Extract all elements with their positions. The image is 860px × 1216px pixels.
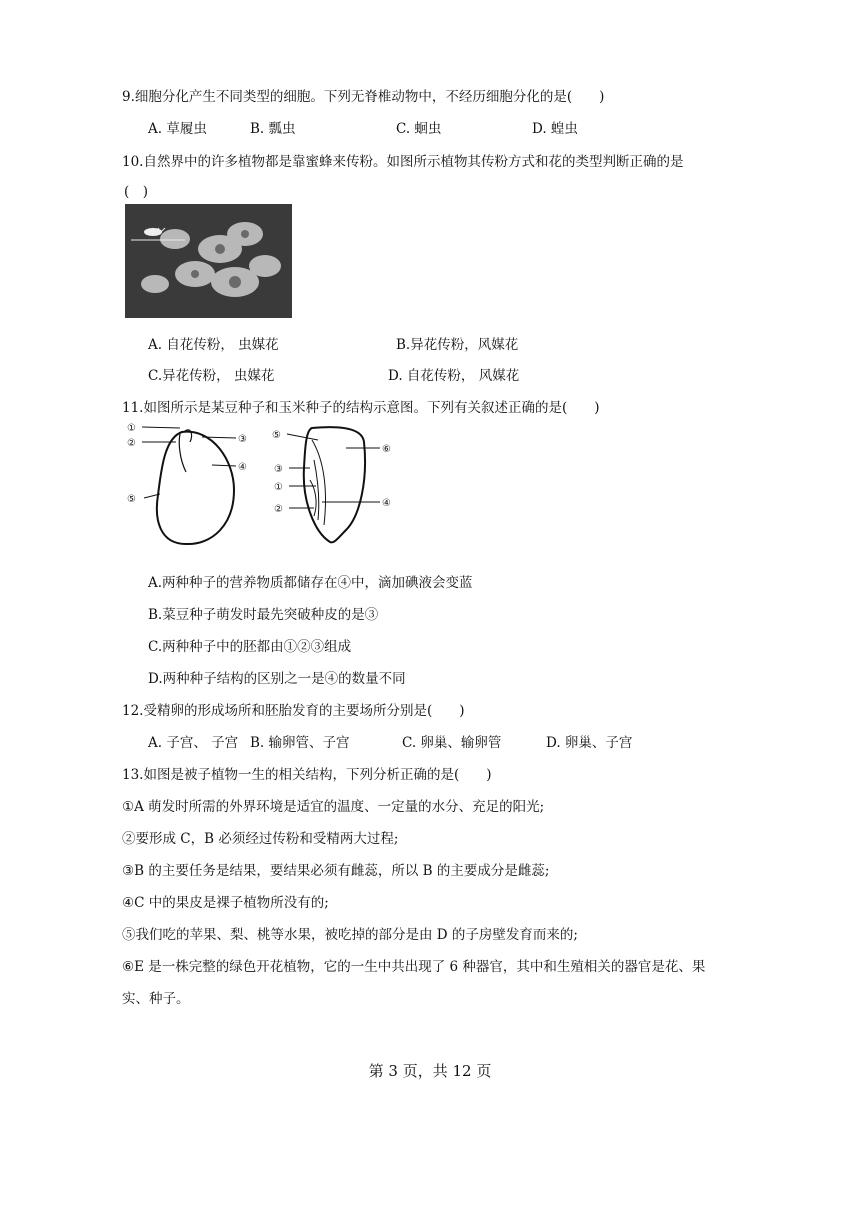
bean-label-1: ① bbox=[127, 423, 136, 434]
q10-option-b: B.异花传粉，风媒花 bbox=[396, 337, 519, 353]
q11-option-c: C.两种种子中的胚都由①②③组成 bbox=[148, 639, 352, 655]
q13-statement-3: ③B 的主要任务是结果，要结果必须有雌蕊，所以 B 的主要成分是雌蕊; bbox=[122, 863, 550, 879]
q12-option-d: D. 卵巢、子宫 bbox=[546, 735, 633, 751]
q12-option-a: A. 子宫、 子宫 bbox=[148, 735, 239, 751]
q11-option-d: D.两种种子结构的区别之一是④的数量不同 bbox=[148, 671, 406, 687]
q9-stem: 9.细胞分化产生不同类型的细胞。下列无脊椎动物中，不经历细胞分化的是( ) bbox=[122, 89, 605, 105]
q13-statement-4: ④C 中的果皮是裸子植物所没有的; bbox=[122, 895, 329, 911]
corn-label-2: ② bbox=[274, 504, 283, 515]
q10-option-a: A. 自花传粉， 虫媒花 bbox=[148, 337, 279, 353]
bean-label-5: ⑤ bbox=[127, 494, 136, 505]
q13-statement-1: ①A 萌发时所需的外界环境是适宜的温度、一定量的水分、充足的阳光; bbox=[122, 799, 545, 815]
bean-label-2: ② bbox=[127, 438, 136, 449]
bee-flower-photo bbox=[125, 204, 292, 318]
corn-label-1: ① bbox=[274, 482, 283, 493]
page-footer: 第 3 页，共 12 页 bbox=[368, 1062, 492, 1080]
corn-label-5: ⑤ bbox=[272, 430, 281, 441]
corn-label-4: ④ bbox=[382, 498, 391, 509]
q12-option-b: B. 输卵管、子宫 bbox=[250, 735, 350, 751]
corn-label-6: ⑥ bbox=[382, 444, 391, 455]
corn-seed bbox=[304, 427, 365, 542]
q9-option-d: D. 蝗虫 bbox=[532, 121, 578, 137]
q12-option-c: C. 卵巢、输卵管 bbox=[402, 735, 502, 751]
q11-stem: 11.如图所示是某豆种子和玉米种子的结构示意图。下列有关叙述正确的是( ) bbox=[122, 400, 600, 416]
q13-statement-5: ⑤我们吃的苹果、梨、桃等水果，被吃掉的部分是由 D 的子房壁发育而来的; bbox=[122, 927, 578, 943]
q12-stem: 12.受精卵的形成场所和胚胎发育的主要场所分别是( ) bbox=[122, 703, 465, 719]
bean-seed bbox=[157, 430, 234, 544]
bean-label-4: ④ bbox=[238, 462, 247, 473]
q10-stem: 10.自然界中的许多植物都是靠蜜蜂来传粉。如图所示植物其传粉方式和花的类型判断正确的是 bbox=[122, 154, 684, 170]
seed-structure-diagram bbox=[124, 420, 414, 550]
q11-option-a: A.两种种子的营养物质都储存在④中，滴加碘液会变蓝 bbox=[148, 575, 473, 591]
q11-option-b: B.菜豆种子萌发时最先突破种皮的是③ bbox=[148, 607, 379, 623]
q13-statement-2: ②要形成 C，B 必须经过传粉和受精两大过程; bbox=[122, 831, 399, 847]
q9-option-a: A. 草履虫 bbox=[148, 121, 207, 137]
q13-statement-6: ⑥E 是一株完整的绿色开花植物，它的一生中共出现了 6 种器官，其中和生殖相关的器官是花、果 bbox=[122, 959, 706, 975]
q13-statement-6-cont: 实、种子。 bbox=[122, 991, 190, 1007]
q9-option-c: C. 蛔虫 bbox=[396, 121, 442, 137]
q10-option-d: D. 自花传粉， 风媒花 bbox=[388, 368, 520, 384]
q9-option-b: B. 瓢虫 bbox=[250, 121, 296, 137]
q10-option-c: C.异花传粉， 虫媒花 bbox=[148, 368, 275, 384]
corn-label-3: ③ bbox=[274, 464, 283, 475]
bean-label-3: ③ bbox=[238, 434, 247, 445]
q10-paren: ( ) bbox=[124, 184, 149, 200]
q13-stem: 13.如图是被子植物一生的相关结构，下列分析正确的是( ) bbox=[122, 767, 492, 783]
